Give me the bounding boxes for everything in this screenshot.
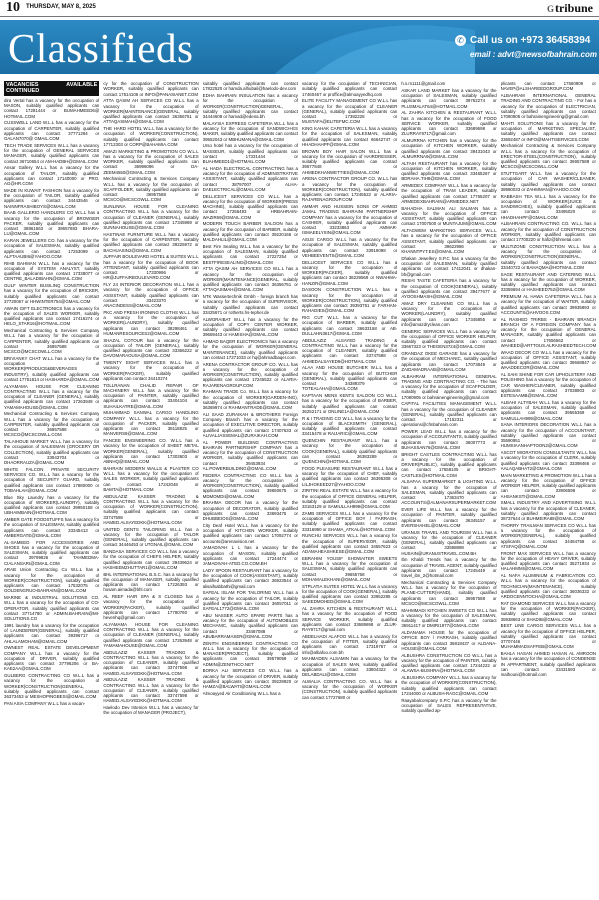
classified-ad: KAPTAAN MENS KENTS SALOON CO W.L.L has a vacancy for the occupation of BARBER, suitably qualified applicants can contact 36252171 or ONLINE1A@GMAIL.COM <box>301 393 398 414</box>
classified-ad: Mechanical Contracting & Services Company W.L.L has a vacancy for the occupation of PLANE-CUTTER(HAND), suitably qualified applicants can contact 36957588 or MCSCO@MCSCOWLL.COM <box>401 579 497 606</box>
column-1 <box>4 81 99 896</box>
classified-ad: ABDULAZIZ KASSER TRADING & CONTRACTING W.L.L has a vacancy for the occupation of WORKER(CONSTRUCTION), suitably qualified applicants can contact 33747598 or HAMED.ALSAYEDKK@HOTMAIL.COM <box>103 493 199 525</box>
column-2 <box>103 81 198 896</box>
classified-ad: Ibn Khaldi Trends has a vacancy for the occupation of TRAVEL AGENT, suitably qualified applicants can contact 17245449 or travel_ibn_2@hotmail.com <box>401 557 497 578</box>
classified-ad: ZENITH ENGINEERING CONTRACTING CO W.L.L has a vacancy for the occupation of MANAGER(PROJECT), suitably qualified applicants can contact 39579059 or ADMIN@ZENITHCO.NET <box>202 640 298 667</box>
classified-ad: MARINE & INDUSTRIAL SOLUTIONS CO. W.L.L has a vacancy for the occupation of CO-OPERATOR, suitably qualified applicants can contact 37714780 or ADMIN.BAHRAIN@MI-SOLUTIONS.CO <box>4 595 100 622</box>
classified-ad: Mechanical Contracting & Services Company W.L.L has a vacancy for the occupation of SCAFFOLDER, suitably qualified applicants can contact 36957588 or MCSCO@MCSCOWLL.COM <box>103 176 199 203</box>
classified-ad: ALBAHI ALTYBAH W.L.L has a vacancy for the occupation of SALESMAN, suitably qualified applicants can contact 39565369 or SAMIULLAH999@GMAIL.COM <box>500 399 596 421</box>
classified-ad: ALAA AND HOUSE BUTCHER W.L.L has a vacancy for the occupation of BUTCHER (GENERAL), suitably qualified applicants can contact 34389379 or TOTEALAHA@GMAIL.COM <box>301 365 398 392</box>
classified-ad: GENERIC SERVICES W.L.L has a vacancy for the occupation of OFFICE WORKER HELPER, suitably qualified applicants can contact 33667323 or THEGEN3724@GMAIL.COM <box>401 328 497 350</box>
classified-ad: ZIRITINI REAL ESTATE W.L.L has a vacancy for the occupation of OFFICE GENERAL HELPER, suitably qualified applicants can contact 33153129 or SAMIULLAH999@GMAIL.COM <box>301 488 398 509</box>
classified-ad: SAFEAL ISLAM FOR TAILORING W.L.L has a vacancy for the occupation of TAILOR, suitably qualified applicants can contact 36057011 or SAFEAL1772@GMAIL.COM <box>202 590 298 611</box>
page-number: 10 <box>6 0 20 15</box>
classified-ad: FLY 24 INTERIOR DECORATION W.L.L has a vacancy for the occupation of OFFICE ASSISTANT, suitably qualified applicants can contact 33423370 or ANACINDESS@GMAIL.COM <box>103 282 199 308</box>
classified-ad: BORKA ALI SERVICES CO W.L.L has a vacancy for the occupation of DRIVER, suitably qualified applicants can contact 39229920 or HAMZA@BALWATI@GMAIL.COM <box>202 668 298 689</box>
classified-ad: BROWN BOY HAIR SALON W.L.L has a vacancy for the occupation of HAIRDRESSER, suitably qualified applicants can contact 39577848 or AHMEDKHANWETTIES@GMAIL.COM <box>301 148 398 175</box>
classified-ad: AMMAR AND HUSSEIN SONS OF AHMED JAMAL TRADING BAHRAINI PARTNERSHIP COMPANY has a vacancy for the occupation of CASHIER, suitably qualified applicants can contact 33233863 or AMMAR-ISMAEELYSIN@GMAIL.COM <box>301 204 398 236</box>
classified-ad: GULF WINTER BUSILINQ CONSTRUCTION has a vacancy for the occupation of BRICKER, suitably qualified applicants can contact 37720067 or HHWINTER754@GMAIL.COM <box>4 283 100 304</box>
classified-ad: ASUS CARGO W.L.L has a vacancy for the occupation of SALESMAN, suitably qualified applicants can contact 33919098 or VEHBEEVENTS@GMAIL.COM <box>301 237 398 258</box>
classified-ad: vacancy for the occupation of TECHNICIAN, suitably qualified applicants can contact 17460467 or proffice@almoayyedhq.com <box>301 81 398 97</box>
column-3 <box>203 81 298 896</box>
classified-ad: AMBER GATE FOODSTUFFS has a vacancy for the occupation of SALESMAN, suitably qualified applicants can contact 33345413 or AMBERGATE@GMAIL.COM <box>4 517 100 538</box>
classified-ad: DASOON CONSTRUCTION W.L.L has a vacancy for the occupation of WORKER(CONSTRUCTION), suitably qualified applicants can contact 39393751 or FARHAN-RAHADIES@GMAIL.COM <box>301 287 398 314</box>
classified-ad: LADY SPOON RESTAURANT has a vacancy for the occupation of COOK(ASSISTANT), suitably qualified applicants can contact 36923544 or alisaifsabbathi@gmail.com <box>202 567 298 589</box>
classified-ad: h.s.m1111@gmail.com <box>401 81 446 86</box>
classified-ad: BEST LINE CARGO SERVICES W.L.L has a vacancy for the occupation of OFFICE HELPER, suitably qualified applicants can contact 37707446 or MUHAMMADSAFFEB@GMAIL.COM <box>500 623 596 650</box>
classified-ad: MAHTI SOLUTIONS has a vacancy for the occupation of MARKETING SPECIALIST, suitably qualified applicants can contact 33692487 or INFO@MAHTISERVICES.COM <box>500 120 596 142</box>
classified-ad: BAHRAIN MODERN WALLS & PLASTER CO W.L.L has a vacancy for the occupation of SALES WORKER, suitably qualified applicants can contact 17242048 or BAMTA@HOTMAIL.COM <box>103 465 199 492</box>
classified-ad: Almoayyed Air Conditioning W.L.L has a <box>202 690 281 696</box>
classified-ad: ALSAFAA SUPERMARKET & LIGHTING W.L.L has a vacancy for the occupation of SALESMAN, suitably qualified applicants can contact 17363470 or ACCOUNTS@ALMANARSUPERMARKET.COM <box>401 479 497 506</box>
classified-ad: Mechanical Contracting & Services Company W.L.L has a vacancy for the occupation of ERECTOR-STEEL(CONSTRUCTION), suitably qualified applicants can contact 36957588 or MCSCO@MCSCOWLL.COM <box>500 143 596 170</box>
classified-ad: BANDASA SERVICES CO W.L.L has a vacancy for the occupation of CHEFS HELPER, suitably qualified applicants can contact 39439624 or HASHEEMZHUTTAR1@GMAIL.COM <box>103 549 199 570</box>
classified-ad: SANA INTERIORS DECORATION W.L.L has a vacancy for the occupation of ACCOUNTANT, suitably qualified applicants can contact 35590951 or HUMSIAANHAPTOON2@GMAIL.COM <box>500 422 596 449</box>
classified-ad: ALI SAAD ZURAIKAH & BROTHERS Foreign Company Branch has a vacancy for the occupation of EXECUTIVE DIRECTOR, suitably qualified applicants can contact 17407633 or ALIVALJASSEMAL@ZURAIKAH.COM <box>202 411 298 438</box>
classified-ad: URANUS TRAVEL AND TOURISM W.L.L has a vacancy for the occupation of CLEANER (GENERAL), suitably qualified applicants can contact 33598898 or HUSAIN@URANUSTRAVEL.COM.BH <box>401 529 497 556</box>
classified-ad: Haelodo Dev Intenion W.L.L has a vacancy for the occupation of MANAGER (PROJECT), <box>103 705 199 716</box>
classified-ad: Urso hotel has a vacancy for the occupation of MASSEUR, suitably qualified applicants can contact 17331444 or BUAHMEED1@HOTMAIL.COM <box>202 143 298 164</box>
classified-ad: RABBASH TEA W.L.L has a vacancy for the occupation of WORKER(JUICE & SANDWICHES), suitably qualified applicants can contact 33495020 or HHADHAHPF@GMAIL.COM <box>500 193 596 220</box>
classified-ad: FEDERA CONTRACTING CO W.L.L has a vacancy for the occupation of WORKER(CONSTRUCTION), suitably qualified applicants can contact 39650675 or MDMOMDI@GMAIL.COM <box>202 472 298 499</box>
classified-ad: SUNLINNA HOUSE FOR CLEANING CONTRACTING W.L.L has a vacancy for the occupation of CLEANER (GENERAL), suitably qualified applicants can contact 17345969 or SUNNAHOUSE@GMAIL.COM <box>103 204 199 230</box>
classified-ad: ALDANAMA HOUSE for the occupation of OFFICE BOY / FARRASH, suitably qualified applicants can contact 36818437 or ALDANA-HOUSE@GMAIL.COM <box>401 630 497 651</box>
classified-ad: FANCEE ENGINEERING CO. W.L.L has a vacancy for the occupation of SHEET METAL WORKER(GENERAL), suitably qualified applicants can contact 17303603 or ABNHQ@ISMAIL.COM <box>103 438 199 464</box>
classified-ad: FRONT MAX SERVICES W.L.L has a vacancy for the occupation of HEAVY DRIVER, suitably qualified applicants can contact 35271934 or HALAHMMI@GMAIL.COM <box>500 550 596 572</box>
classified-ad: ABDELHADI ALAFOO W.L.L has a vacancy for the occupation of FITTER, suitably qualified applicants can contact 17319767 or info@albafoo.com.bh <box>301 633 398 655</box>
classified-ad: HASTINAE FURNITURE W.L.L has a vacancy for the occupation of CARPENTER, suitably qualified applicants can contact 39225972 or BACHUASIN2@GMAIL.COM <box>103 231 199 253</box>
classified-ad: ALTAGWEM MARKETING SERVICES W.L.L has a vacancy for the occupation of OFFICE ASSISTANT, suitably qualified applicants can contact 39622986 or KHANNTPYT.ES@GMAIL.COM <box>401 228 497 254</box>
classified-ad: RAHMAN TRADE Co. W.L.L has a vacancy for the occupation of WORKER(GARDEN-ING), suitably qualified applicants can contact 36369974 or RAHMANTRADE@GMAIL.COM <box>202 389 298 410</box>
classified-ad: DELLICEST SERVICES CO W.L.L has a vacancy for the occupation of WORKER(PRESS MACHINE), suitably qualified applicants can contact 17256493 or HRBAHRAIN-WAZIR69@GMAIL.COM <box>202 193 298 220</box>
classified-ad: GRANDAZ OKEE GARAGE has a vacancy for the occupation of MECHANIC, suitably qualified applicants can contact 17073849 or ZAIDAMADRAAB@GMAIL.COM <box>401 351 497 372</box>
classified-ad: Ansar Gallery W.L.L has a vacancy for the occupation of TAILOR, suitably qualified applicants can contact 17140000 or PRO. AG@HR.COM <box>4 165 100 187</box>
newspaper-logo <box>547 1 593 16</box>
classified-ad: TECH TRADE SERVICES W.L.L has a vacancy for the occupation of GENERAL SERVICES MANAGER, suitably qualified applicants can contact 36710654 or AM-HADBH@GMAIL.COM <box>4 142 100 164</box>
classified-ad: MAHMMADI KITCHEN SWEETS CO W.L.L has a vacancy for the occupation of SALESMAN, suitably qualified applicants can contact 36911417 or DMIRI1977@GMAIL.COM <box>401 607 497 629</box>
logo-mark-icon: G <box>546 4 554 14</box>
classified-ad: JUFFAIR BOULEVARD HOTEL & SUITES W.L.L has a vacancy for the occupation of BOOK ATTENDANT, suitably qualified applicants can contact 17330996 or HR@JUFFAIRBOULEVARD.COM <box>103 254 199 281</box>
classified-ad: OWNEST REAL ESTATE DEVELOPMENT COMPANY W.L.L has a vacancy for the occupation of DRIVER, suitably qualified applicants can contact 37796206 or BA-KAE2AA@GMAIL.COM <box>4 645 100 672</box>
classified-ad: DELLICEST SERVICES CO W.L.L has a vacancy for the occupation of WORKER(PACKER), suitably qualified applicants can contact 38229569 or NWAHMA-HANZIR@GMAIL.COM <box>301 259 398 286</box>
classified-ad: AHMAD BAQER ELECTRONICS has a vacancy for the occupation of WORKER(GENERAL MAINTENANCE), suitably qualified applicants can contact 17271033 or hq@ahmadbaqer.com <box>202 339 298 360</box>
classified-ad: MODERN TOUCH BARBER SALOON has a vacancy for the occupation of BARBER, suitably qualified applicants can contact 39220166 or MALDAHLIL@GMAIL.COM <box>202 221 298 242</box>
classified-ad: MALAYSIA EXPRESS CAFETERIA W.L.L has a vacancy for the occupation of SANDWICH-ES MAKER, suitably qualified applicants can contact 39552043 or MBHUMANA@GMAIL.COM <box>202 120 298 142</box>
classified-ad: TOLLRANAN CHALID REPAIR OF MACHINERY W.L.L has a vacancy for the occupation of PAINTER, suitably qualified applicants can contact 33404104 or SUHAILKATRE@GMAIL.COM <box>103 382 199 409</box>
classified-ad: ALBAHRAM INTERNATIONAL GENERAL TRADING AND CONTRACTING CO. - For has a vacancy for the occupation of ELECTRICIAN, suitably qualified applicants can contact 17080905 or bahrainengineering@gmail.com <box>500 93 596 119</box>
classified-ad: ASCOT MIGRATION CONSULTANTS W.L.L has a vacancy for the occupation of CLERK, suitably qualified applicants can contact 33398466 or AALAQABHAT2@GMAIL.COM <box>500 450 596 471</box>
classified-ad: ALYAMAMA HOUSE FOR CLEANING CONTRACTING W.L.L has a vacancy for the occupation of CLEANER (GENERAL), suitably qualified applicants can contact 17263948 or YAMAMAHOUSE@GMAIL.COM <box>4 383 100 410</box>
classified-ad: RIHB BAHMAN W.L.L has a vacancy for the occupation of SYSTEM ANALYST, suitably qualified applicants can contact 17338077 or CENTRE_BALADIBAHN@GMAIL.COM <box>4 260 100 282</box>
banner-email: email : advt@newsofbahrain.com <box>470 50 597 59</box>
banner-call: Call us on +973 36458394 <box>470 35 591 46</box>
classified-ad: KING KAHAK CAFETERIA W.L.L has a vacancy for the occupation of SALESMAN, suitably qualified applicants can contact 66642747 or HHADHAHPF@GMAIL.COM <box>301 126 398 147</box>
classified-ad: SHAZAL COTOUR has a vacancy for the occupation of TAILOR (GENERAL), suitably qualified applicants can contact 33366222 or DAVOMARAOUSA@GMAIL.COM <box>103 337 199 359</box>
classified-ad: MULTIZONE CONSTRUCTION W.L.L has a vacancy for the occupation of WORKER(CONSTRUCTION)GENERAL, suitably qualified applicants can contact 33440722 or BAHAQMA@HOTMAIL.COM <box>500 243 596 270</box>
classified-ad: ALBAHRAM INTERNATIONAL GENERAL TRADING AND CONTRACTING CO. - The has a vacancy for the occupation of SCAFFOLDER, suitably qualified applicants can contact 17080905 or bahrainengineering@gmail.com <box>401 373 497 400</box>
classified-ad: City Deaf Hotel W.L.L has a vacancy for the occupation of KITCHEN WORKER, suitably qualified applicants can contact 17092774 or accounts@arenavision.net <box>202 522 298 544</box>
classified-ad: SMALL INDUSTRY AND ADVERTISING W.L.L has a vacancy for the occupation of CLEANER, suitably qualified applicants can contact 38737644 or BUHMEIRA88@GMAIL.COM <box>500 500 596 521</box>
classified-ad: BRAHMA DECOR has a vacancy for the occupation of DECORATOR, suitably qualified applicants can contact 33693475 or DHUBBEIOS@GMAIL.COM <box>202 500 298 521</box>
classified-ad: AL REEF HAIR SPA & S CLOSED has a vacancy for the occupation of WORKER(PACKER), suitably qualified applicants can contact 17780760 or hevenhq@gmail.com <box>103 594 199 620</box>
classified-ad: AL POWER BUILDING CONTRACTING BAHRAIN PARTNERSHIP COMPANY has a vacancy for the occupation of CONSTRUCTION WORKER, suitably qualified applicants can contact 39453934 or AL.POWERBUILDING@GMAIL.COM <box>202 439 298 471</box>
classified-ad: QUENCHIN RESTAURANT W.L.L has a vacancy for the occupation of COOK(GENERAL), suitably qualified applicants can contact 36383289 or QUENCHIN@HOTMAIL.COM <box>301 438 398 464</box>
classified-ad: AWAIN GIFT ELECTRONICS has a vacancy for the occupation of SALES WORKER, suitably qualified applicants can contact 17416274 or HELO_STAR16@HOTMAIL.COM <box>4 305 100 327</box>
classified-ad: GULBERG CONTRACTING CO W.L.L has a vacancy for the occupation of WORKER(CONSTRUCTION)GENERAL, suitably qualified applicants can contact 36373453 or MESHOPINGBESI@GMAIL.COM <box>4 673 100 700</box>
classified-ad: CUSSWELL LAND W.L.L has a vacancy for the occupation of CARPENTER, suitably qualified applicants can contact 37771294 or GALAN7070@ GMAIL.COM <box>4 120 100 142</box>
classified-ad: 1991 laundry has a vacancy for the occupation of LAUNDERER(GENERAL), suitably qualified applicants can contact 39396717 or AHLALAMOHAM@GMAIL.COM <box>4 622 100 644</box>
classified-ad: BHL INTERNATIONAL B.S.C. has a vacancy for the occupation of MANAGER, suitably qualified applicants can contact 17226393 or hosam.aimada@bhl.com <box>103 571 199 593</box>
classified-ad: NTK Wassertechnik Gmbh - foreign branch has a vacancy for the occupation of SUPERVISOR, suitably qualified applicants can contact 33425671 or rotherts.hs-tepher.de <box>202 294 298 315</box>
classified-ad: ABU NASSER AUTO SPARE PARTS has a vacancy for the occupation of AUTOMOBILES MECHANIC, suitably qualified applicants can contact 33487088 or ABUBARRAMASER@GMAIL.COM <box>202 612 298 639</box>
column-5 <box>401 81 496 896</box>
classified-ad: ELITE FACILITY MANAGEMENT CO W.L.L has a vacancy for the occupation of CLEANER (GENERAL), suitably qualified applicants can contact 17382228 or MUSTAFA@ELITEFMC.COM <box>301 98 398 125</box>
classified-ad: Mechanical Contracting & Services Company W.L.L has a vacancy for the occupation of CARPENTER, suitably qualified applicants can contact 36957588 or MCSCO@MCSCOWLL.COM <box>4 328 100 355</box>
classified-ad: Best Fire Sealing W.L.L has a vacancy for the occupation of SALESMAN, suitably qualified applicants can contact 17227254 or BESTFIRESEALING@GMAIL.COM <box>202 243 298 265</box>
column-4 <box>302 81 397 896</box>
classified-ad: WHITE FALCON PRIVATE SECURITY SERVICES CO. W.L.L has a vacancy for the occupation of SECURITY GUARD, suitably qualified applicants can contact 17880000 or TOBAHLAH@GMAIL.COM <box>4 466 100 493</box>
classified-ad: ALYAMAMA HOUSE FOR CLEANING CONTRACTING W.L.L has a vacancy for the occupation of CLEANER (GENERAL), suitably qualified applicants can contact 17263948 or YAMAMAHOUSE@GMAIL.COM <box>103 621 199 648</box>
classified-ad: TWENTY EIGHT SERVICES W.L.L has a vacancy for the occupation of WORKER(PACKER), suitably qualified applicants can contact 34410274 <box>103 360 199 381</box>
banner-title: Classifieds <box>8 25 194 71</box>
classified-ad: FOOD PLEASURE RESTAURANT W.L.L has a vacancy for the occupation of CHEF, suitably qualified applicants can contact 36395308 or LILJHOKEED27@YAHOO.COM <box>301 465 398 487</box>
classified-ad: ALBUSHRA CONSTRUCTION CO W.L.L has a vacancy for the occupation of PAINTER, suitably qualified applicants can contact 17244222 or ALAWSA-BUSHRA@HOTMAIL.COM <box>401 652 497 674</box>
classified-ad: ALBAHRAIN CONTRACTING CO. W.L.L has a vacancy for the occupation of CONSTRUCTION WORKER, suitably qualified applicants can contact 17700220 or hafiz@bhmetal.com <box>500 221 596 242</box>
classified-ad: ALBUSHRA COMPANY W.L.L has a vacancy for the occupation of WORKER(CONSTRUCTION), suitably qualified applicants can contact 17244000 or ALBUSH-RAGC@GMAIL.COM <box>401 675 497 696</box>
classified-ad: AL NAFA ALUMINIUM & FABRICATION CO. W.L.L has a vacancy for the occupation of TECHNICIAN(MAINTENANCE), suitably qualified applicants can contact 36036332 or ARDOCENNTOCHA@GMAIL.COM <box>500 573 596 599</box>
classified-ad: ABDULAZIZ ALSAYED TRADING & CONTRACTING W.L.L has a vacancy for the occupation of CLEANER, suitably qualified applicants can contact 33747598 or AHMEDALSAYED9@HOTMAIL.COM <box>301 337 398 364</box>
classified-ad: EBRAHIM YOUSIF SHOWAITER SWEETS W.L.L has a vacancy for the occupation of SALESMAN, suitably qualified applicants can contact 39655768 or MOHAMALEKHANI@GMAIL.COM <box>301 555 398 582</box>
classified-ad: AL HADA ELECTRICAL CONTRACTING has a vacancy for the occupation of ADMINISTRATIVE ASSISTANT, suitably qualified applicants can contact 38797007 or ALHA-DAELECTRICAL@GMAIL.COM <box>202 165 298 192</box>
classified-ad: cy for the occupation of CONSTRUCTION WORKER, suitably qualified applicants can contact 17514106 or INFO@PANASIANET.COM <box>103 81 199 97</box>
issue-date: THURSDAY, MAY 8, 2025 <box>26 4 96 10</box>
classified-ad: THORRY TRAILMAN SERVICES CO W.L.L has a vacancy for the occupation of WORKER(GENERAL), suitably qualified applicants can contact 34484758 or ATSFAQ@GMAIL.COM <box>500 522 596 549</box>
classified-ad: ABDULAZIZ KASSER TRADING & CONTRACTING W.L.L has a vacancy for the occupation of CLEANER, suitably qualified applicants can contact 33747598 or HAMED.ALSAYEDKK@HOTMAIL.COM <box>103 677 199 704</box>
classified-ad: MADE IN KUWAIT FASHION has a vacancy for the occupation of TAILOR, suitably qualified applicants can contact 34443546 or NAINNFRASHIBOYS@GMAIL.COM <box>4 187 100 209</box>
classified-ad: ARENA CONTRACTOR GROUP CO. W.L.L has a vacancy for the occupation of WORKER(CONSTRUCTION), suitably qualified applicants can contact 17245522 or ALARIA-RAJARENAGROUP.COM <box>202 361 298 388</box>
page-header <box>0 0 599 17</box>
classified-ad: RESHI TASTE CAFETERIA has a vacancy for the occupation of COOK(GENERAL), suitably qualified applicants can contact 39477677 or AYOOSHMASH@GMAIL.COM <box>401 278 497 299</box>
section-heading: VACANCIES AVAILABLE CONTINUED <box>6 82 98 95</box>
classified-ad: BRIGHT CASTLES CONTRACTING W.L.L has a vacancy for the occupation of DRIVER(PUBLIC), suitably qualified applicants can contact 17658105 or BRIGHT-CASTLES@HOTMAIL.COM <box>401 451 497 478</box>
classified-ad: dira Vertal has a vacancy for the occupation of MASON, suitably qualified applicants can contact 17281444 or BUMAHMEED6@ HOTMAIL.COM <box>4 97 100 119</box>
classified-ad: BAHLA HASAN AHMED HASAN AL AMROON has a vacancy for the occupation of CONDENSE IN APPARTMENT, suitably qualified applicants can contact 33431593 or malhouni@hotmail.com <box>500 651 596 677</box>
classified-ad: CAPITAL FACILITIES MANAGEMENT W.L.L has a vacancy for the occupation of CLEANER (GENERAL), suitably qualified applicants can contact 17152311 or operations@cfmbahrain.com <box>401 401 497 428</box>
classified-ad: ARENA CONTRACTOR GROUP CO. W.L.L has a vacancy for the occupation of WORKER(CONSTRUCTION), suitably qualified applicants can contact 17245522 or ALARIA-RAJARENAGROUP.COM <box>301 176 398 203</box>
classified-ad: BAAB GALLERIO HANDLERS CO W.L.L has a vacancy for the occupation of BROWSER PACKER, suitably qualified applicants can contact 38861563 or 38657883 BHARA-LU@GMAIL.COM <box>4 210 100 237</box>
classified-ad: plicants can contact 17560909 or NAVEP@ALSHAREEDGROUP.COM <box>500 81 596 92</box>
classified-ad: Dhakan Jewellery S.P.C has a vacancy for the occupation of SALESMAN, suitably qualified applicants can contact 17412041 or dhakan-bh@gmail.com <box>401 255 497 277</box>
classified-ad: ALTAIH RESTAURANT has a vacancy for the occupation of KITCHEN WORKER, suitably qualified applicants can contact 33465267 or BDRAHA.TIH9@GMAIL.COM <box>401 160 497 182</box>
classified-ad: ATTA QASIM AH SERVICES CO W.L.L has a vacancy for the occupation of WORKER(MAINTENANCE)GENERAL, suitably qualified applicants can contact 36356751 or ATTAQASIMAH@GMAIL.COM <box>202 266 298 293</box>
classified-ad: STUTTGART W.L.L has a vacancy for the occupation of CAR WASHER/CLEANER, suitably qualified applicants can contact 38980033 or ZAHMMAN@YAHOO.COM <box>500 171 596 192</box>
classified-ad: R & I TRADING CO W.L.L has a vacancy for the occupation of BLACKSMITH (GENERAL), suitably qualified applicants can contact 33415478 or RAIJARIC@GMAIL.COM <box>301 415 398 437</box>
classified-ad: AL ZAHRA KITCHEN & RESTAURANT W.L.L has a vacancy for the occupation of FOOD SERVICE WORKER, suitably qualified applicants can contact 33689698 or ZLUR-RAY9717@gmail.com <box>301 606 398 632</box>
classified-ad: RUNCHU SERVICES W.L.L has a vacancy for the occupation of SUPERVISOR, suitably qualified applicants can contact 34557623 or ADAMAHEASHKESE@GMAIL.COM <box>301 533 398 554</box>
classified-ad: EDHA BAHRAIN INSULATION has a vacancy for the occupation of WORKER(CONSTRUCTION)GENERAL, suitably qualified applicants can contact 34444608 or hamad@edena.bh <box>202 93 298 119</box>
classified-ad: ABDULAZIZ KASSER TRADING & CONTRACTING W.L.L has a vacancy for the occupation of CLEANER, suitably qualified applicants can contact 33747598 or HAMED.ALSAYEDKK@HOTMAIL.COM <box>103 649 199 676</box>
classified-ad: PAN ASIA COMPANY W.L.L has a vacan- <box>4 700 86 706</box>
classified-ad: RAT DIAMOND SERVICES W.L.L has a vacancy for the occupation of WORKER(PACKER), suitably qualified applicants can contact 35938663 or SHADIB@GMAIL.COM <box>500 600 596 622</box>
classified-ad: RIG CUT W.L.L has a vacancy for the occupation of BARBER, suitably qualified applicants can contact 36633168 or AB-DULLAHN3617@GMAIL.COM <box>301 315 398 336</box>
classified-columns <box>4 81 596 896</box>
classified-ad: ARAB Union Contracting Co W.L.L has a vacancy for the occupation of WORKER(CONSTRUCTION), suitably qualified applicants can contact 17532075 or GOLDENGRUO-BAHRAIN@GMAIL.COM <box>4 567 100 594</box>
classified-ad: KARAN JEWELLERS CO. has a vacancy for the occupation of SALESMAN, suitably qualified applicants can contact 17253099 or ALFTAAUBI6@YAHOO.COM <box>4 238 100 259</box>
logo-text: tribune <box>554 1 593 15</box>
classified-ad: BAHADHA SALMAN ALI SALMAN has a vacancy for the occupation of OFFICE ASSISTANT, suitably qualified applicants can contact 17007500 or MUNTAJUM@GMAIL.COM <box>401 205 497 227</box>
classified-ad: TALAIHOUE MARKET W.L.L has a vacancy for the occupation of SALESMAN (GROCERY OR COLLECTION), suitably qualified applicants can contact 33943704 or DHAORRAUZA@GMAIL.COM <box>4 439 100 466</box>
banner-decoration <box>255 20 475 74</box>
phone-icon: ✆ <box>455 35 466 46</box>
classified-ad: PREMIUM AL HAWA CAFETERIA W.L.L has a vacancy for the occupation of WAITER, suitably qualified applicants can contact 39935893 or ACCOUNTS@AHVOOS.COM <box>500 294 596 315</box>
classified-ad: PKC AND FRESH IRONING CLOTHS W.L.L has a vacancy for the occupation of WORKER(LAUNDRY), suitably qualified applicants can contact 38298461 or HUMANRESOURCES2@GMAIL.COM <box>103 309 199 336</box>
classified-ad: AL RASHED TRIRBS - BAHRAIN BRANCH BRANCH OF A FOREIGN COMPANY has a vacancy for the occupation of GENERAL MANAGER, suitably qualified applicants can contact 17656562 or WAHEED@ARTTOUS.ALRASHEEDTECH.COM <box>500 316 596 348</box>
classified-ad: ALWORAIBAT W.L.L has a vacancy for the occupation of COPY CENTER WORKER, suitably qualified applicants can contact 39669443 or HAMISHA@GMAIL.COM <box>202 316 298 338</box>
classifieds-banner <box>0 20 599 74</box>
classified-ad: AL-SAMEED FOR ACCESSORIES AND SHOES has a vacancy for the occupation of SALESMAN, suitably qualified applicants can contact 39799826 or TAHMEDMA-CIALANSARI@GMAIL.COM <box>4 539 100 566</box>
classified-ad: AL ZAHRA KITCHEN & RESTAURANT W.L.L has a vacancy for the occupation of FOOD SERVICE WORKER, suitably qualified applicants can contact 33689698 or ZLURRAY9717@gmail.com <box>401 110 497 137</box>
classified-ad: MAHMADEN ALSAMIN has a vacancy for the occupation of SALES MAN, suitably qualified applicants can contact 33804322 or DELABDALI@GMAIL.COM <box>301 656 398 677</box>
classified-ad: suitably qualified applicants can contact 17822520 or hamda.alhubail@haelodo-dev.com <box>202 81 298 92</box>
classified-ad: ARMEDEX COMPANY W.L.L has a vacancy for the occupation of TRAM LEADER, suitably qualified applicants can contact 17765207 or ARMEDEXBAHRAIN@ARMEDEX.NET <box>401 183 497 204</box>
classified-ad: MUHAMMAD SANWAL CARGO HANDLING COMPANY W.L.L has a vacancy for the occupation of PACKER, suitably qualified applicants can contact 38118825 or MANVERS9@GMAIL.COM <box>103 410 199 437</box>
classified-ad: STPLATIA SUITES HOTEL W.L.L has a vacancy for the occupation of COOK(GENERAL), suitably qualified applicants can contact 33952285 or SAEEDMOHED@GMAIL.COM <box>301 583 398 605</box>
classified-ad: ATTA QASIM AH SERVICES CO W.L.L has a vacancy for the occupation of WORKER(MAINTENANCE)GENERAL, suitably qualified applicants can contact 36356751 or ATTAQASIMAH@GMAIL.COM <box>103 98 199 125</box>
classified-ad: ASKAR LAND MARKET has a vacancy for the occupation of SALESMAN, suitably qualified applicants can contact 39762274 or PLUSMALAT64@HOTMAIL.COM <box>401 87 497 109</box>
classified-ad: THE HARD HOTEL W.L.L has a vacancy for the occupation of WORKER(CONSTRUCTION), suitably qualified applicants can contact 17712303 or CORP@BAHAMIA.COM <box>103 126 199 147</box>
classified-ad: MAIN MARKETING & PROMOTION W.L.L has a vacancy for the occupation of OFFICE WORKER HELPER, suitably qualified applicants can contact 33906598 or AHSANKSTI@GMAIL.COM <box>500 472 596 499</box>
classified-ad: BRIVIANKY CHAT W.L.L has a vacancy for the occupation of WORKER(PRODUCE&BEVERAGES INDUSTRY), suitably qualified applicants can contact 17751814 or HASHARDA@GMAIL.COM <box>4 355 100 382</box>
classified-ad: POWER LEAD W.L.L has a vacancy for the occupation of ACCOUNTANTS, suitably qualified applicants can contact 36007773 or BUHASSAN76@GMAIL.COM <box>401 429 497 450</box>
classified-ad: ZAMB SERVICES W.L.L has a vacancy for the occupation of OFFICE BOY / FARRASH, suitably qualified applicants can contact 33316990 or SHAMA_ATKAL@HOTMAIL.COM <box>301 510 398 532</box>
classified-ad: WAAD DECOR CO W.L.L has a vacancy for the occupation of OFFICE ASSISTANT, suitably qualified applicants can contact 39668847 or WAADDECOR@GMAIL.COM <box>500 349 596 371</box>
classified-ad: JAMADIVAH L L has a vacancy for the occupation of MASON, suitably qualified applicants can contact 17244474 or JAMADIVAH-ATED.CO.COM.BH <box>202 545 298 566</box>
classified-ad: SAGE RESTAURANT AND CATERING W.L.L has a vacancy for the occupation of WORKER, suitably qualified applicants can contact 33359694 or HASHEED752@GMAIL.COM <box>500 271 596 293</box>
classified-ad: UNITED GENTS TAILORING W.L.L has a vacancy for the occupation of TAILOR (GENERAL), suitably qualified applicants can contact 34446453 or UTGNAIL@GMAIL.COM <box>103 526 199 548</box>
classified-ad: EVER LIFE W.L.L has a vacancy for the occupation of PAINTER, suitably qualified applicants can contact 36345157 or EVERSHAHEL@GMAIL.COM <box>401 507 497 528</box>
classified-ad: ALMURRNA KITCHEN has a vacancy for the occupation of KITCHEN WORKER, suitably qualified applicants can contact 39431043 or ALMURRNA9@GMAIL.COM <box>401 138 497 159</box>
column-6 <box>501 81 596 896</box>
classified-ad: AL SAHI SHINE FOR CAR UPHOLSTERY AND POLISHING has a vacancy for the occupation of CAR WASHER/CLEANER, suitably qualified applicants can contact 37038903 or ESTESAAMB@GMAIL.COM <box>500 372 596 398</box>
classified-ad: Blue Sky Laundry has a vacancy for the occupation of WORKER(LAUNDRY), suitably qualified applicants can contact 39950158 or UBHAIMBAIN@HOTMAIL.COM <box>4 494 100 516</box>
classified-ad: ALWALIA CONTRACTING CO. W.L.L has a vacancy for the occupation of WORKER (CONSTRUCTION), suitably qualified applicants can contact 17727680 or <box>301 678 398 700</box>
classified-ad: AMAZ DRY CLEANING CO W.L.L has a vacancy for the occupation of WORKER(LAUNDRY), suitably qualified applicants can contact 17345855 or info@amazdryclean.com <box>401 300 497 327</box>
classified-ad: AMAZI MARKETING & PROMOTION CO W.L.L has a vacancy for the occupation of SALES WORKER, suitably qualified applicants can contact 36996096 or DA-ZEEM4550@GMAIL.COM <box>103 148 199 175</box>
classified-ad: Mechanical Contracting & Services Company W.L.L has a vacancy for the occupation of CARPENTER, suitably qualified applicants can contact 36957588 or MCSCO@MCSCOWLL.COM <box>4 411 100 438</box>
classified-ad: Raayabalcompany S.P.C has a vacancy for the occupation of SALES REPRESENTATIVE, suitably qualified ap- <box>401 697 497 713</box>
